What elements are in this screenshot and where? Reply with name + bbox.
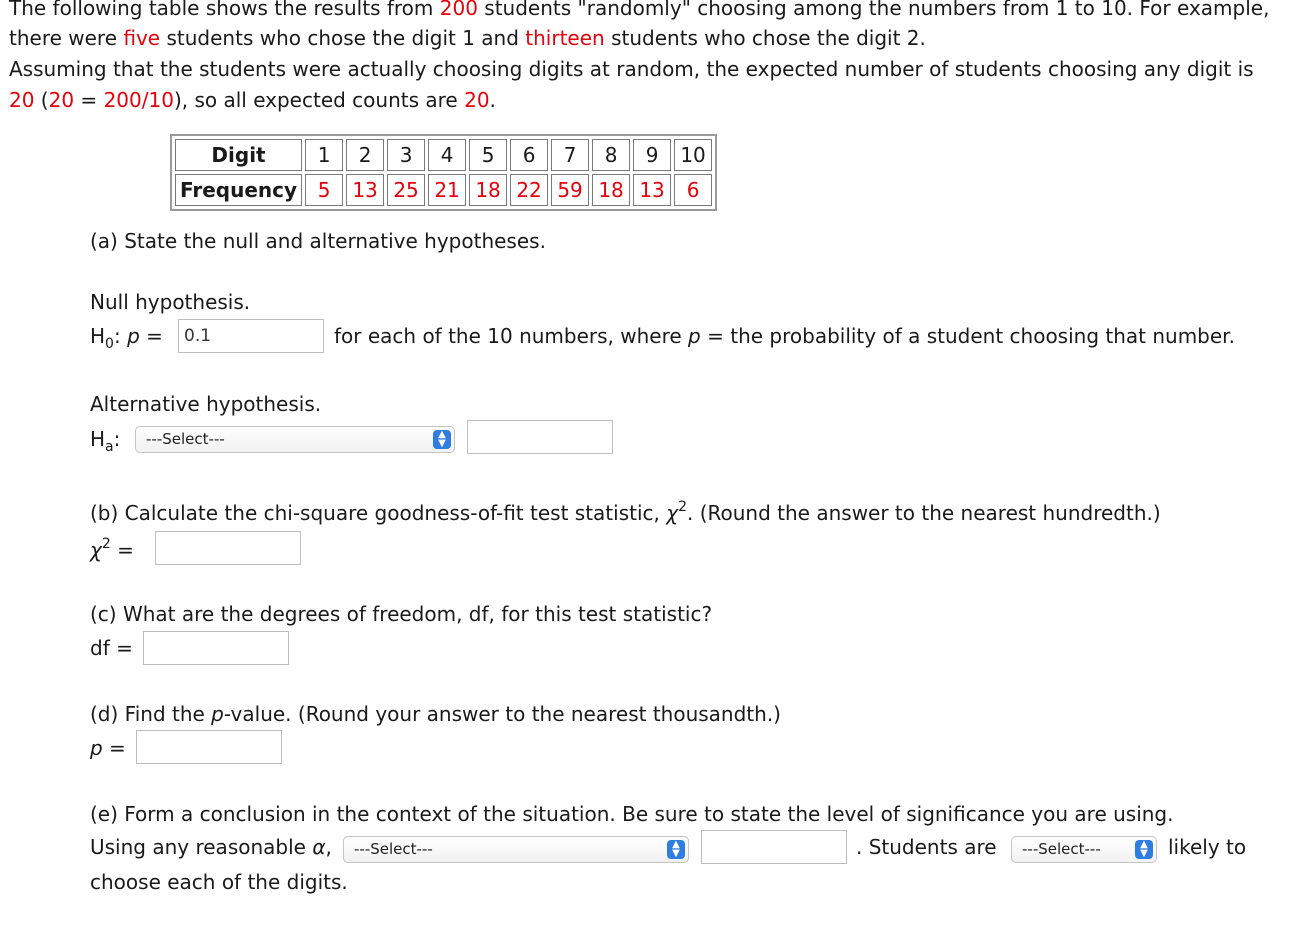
frequency-cell: 18 — [469, 174, 507, 206]
intro-number: 20 — [48, 88, 75, 112]
intro-text: students "randomly" choosing among the numbers from 1 to 10. For example, — [477, 0, 1270, 20]
intro-text: ( — [34, 88, 49, 112]
frequency-cell: 13 — [346, 174, 384, 206]
digit-cell: 3 — [387, 139, 425, 171]
h0-trail-p: p — [688, 324, 701, 348]
p-value-label — [90, 736, 126, 760]
frequency-cell: 25 — [387, 174, 425, 206]
chi-eq: = — [110, 538, 134, 562]
frequency-cell: 21 — [428, 174, 466, 206]
h0-colon: : — [113, 324, 128, 348]
intro-text: students who chose the digit 1 and — [160, 26, 526, 50]
digit-cell: 8 — [592, 139, 630, 171]
p-value-input[interactable] — [136, 730, 282, 764]
p-eq: = — [102, 736, 126, 760]
intro-text: The following table shows the results from — [9, 0, 440, 20]
using-text: Using any reasonable — [90, 835, 313, 859]
ha-sub: a — [105, 439, 114, 455]
digit-cell: 4 — [428, 139, 466, 171]
part-d-p: p — [211, 702, 224, 726]
significance-select-value: ---Select--- — [354, 840, 433, 858]
frequency-cell: 5 — [305, 174, 343, 206]
chi-square-input[interactable] — [155, 531, 301, 565]
alpha-symbol: α — [312, 835, 326, 859]
ha-select[interactable] — [135, 426, 455, 453]
h0-h: H — [90, 324, 106, 348]
h0-label — [90, 324, 163, 352]
frequency-table — [170, 134, 717, 211]
alpha-value-input[interactable] — [701, 830, 847, 864]
h0-trail-text: = the probability of a student choosing that number. — [700, 324, 1235, 348]
alternative-hypothesis-label: Alternative hypothesis. — [90, 392, 322, 416]
significance-select[interactable] — [343, 836, 689, 863]
ha-value-input[interactable] — [467, 420, 613, 454]
part-a-prompt: (a) State the null and alternative hypotheses. — [90, 229, 546, 253]
intro-text: there were — [9, 26, 124, 50]
part-b-text: (b) Calculate the chi-square goodness-of-fit test statistic, — [90, 501, 667, 525]
chi-square-label — [90, 536, 134, 562]
ha-h: H — [90, 427, 106, 451]
intro-line-2 — [9, 26, 926, 50]
chevron-up-down-icon: ▲ ▼ — [1135, 840, 1153, 859]
part-c-prompt: (c) What are the degrees of freedom, df, for this test statistic? — [90, 602, 713, 626]
digit-cell: 5 — [469, 139, 507, 171]
digit-cell: 10 — [674, 139, 712, 171]
part-d-text: (d) Find the — [90, 702, 212, 726]
h0-p: p — [127, 324, 140, 348]
chevron-up-down-icon: ▲ ▼ — [433, 430, 451, 449]
intro-number: 200 — [439, 0, 478, 20]
digit-row — [175, 139, 712, 171]
chi-symbol: χ — [90, 538, 102, 562]
df-label: df = — [90, 636, 133, 660]
intro-number: 20 — [9, 88, 35, 112]
using-text: , — [325, 835, 332, 859]
h0-eq: = — [139, 324, 163, 348]
digit-cell: 7 — [551, 139, 589, 171]
intro-number: thirteen — [525, 26, 605, 50]
digit-cell: 1 — [305, 139, 343, 171]
ha-label — [90, 427, 120, 455]
intro-text: . — [489, 88, 496, 112]
ha-colon: : — [113, 427, 121, 451]
frequency-cell: 13 — [633, 174, 671, 206]
intro-text: students who chose the digit 2. — [604, 26, 926, 50]
part-d-text: -value. (Round your answer to the nearest thousandth.) — [223, 702, 781, 726]
digit-cell: 9 — [633, 139, 671, 171]
likelihood-select-value: ---Select--- — [1022, 840, 1101, 858]
ha-select-value: ---Select--- — [146, 430, 225, 448]
intro-number: 200/10 — [103, 88, 174, 112]
digit-cell: 6 — [510, 139, 548, 171]
chi-symbol: χ — [666, 501, 679, 525]
intro-text: = — [74, 88, 104, 112]
frequency-cell: 6 — [674, 174, 712, 206]
chi-sup: 2 — [101, 536, 111, 552]
intro-text: ), so all expected counts are — [173, 88, 465, 112]
h0-sub: 0 — [105, 336, 114, 352]
intro-number: 20 — [464, 88, 490, 112]
frequency-row — [175, 174, 712, 206]
intro-line-3: Assuming that the students were actually choosing digits at random, the expected number of students choosing any digit is — [9, 57, 1254, 81]
p-symbol: p — [90, 736, 103, 760]
df-input[interactable] — [143, 631, 289, 665]
intro-line-4 — [9, 88, 496, 112]
h0-trailing-text — [334, 324, 1235, 348]
chevron-up-down-icon: ▲ ▼ — [667, 840, 685, 859]
frequency-cell: 59 — [551, 174, 589, 206]
likely-to-label: likely to — [1168, 835, 1247, 859]
null-hypothesis-label: Null hypothesis. — [90, 290, 251, 314]
part-e-prompt: (e) Form a conclusion in the context of the situation. Be sure to state the level of significance you are using. — [90, 802, 1174, 826]
part-b-prompt — [90, 499, 1161, 525]
likelihood-select[interactable] — [1011, 836, 1157, 863]
frequency-header: Frequency — [175, 174, 302, 206]
part-d-prompt — [90, 702, 781, 726]
h0-value-input[interactable] — [178, 319, 324, 353]
h0-trail-text: for each of the 10 numbers, where — [334, 324, 689, 348]
digit-header: Digit — [175, 139, 302, 171]
frequency-cell: 22 — [510, 174, 548, 206]
digit-cell: 2 — [346, 139, 384, 171]
chi-sup: 2 — [678, 499, 687, 515]
using-alpha-label — [90, 835, 332, 859]
frequency-cell: 18 — [592, 174, 630, 206]
conclusion-last-line: choose each of the digits. — [90, 870, 348, 894]
students-are-label: . Students are — [856, 835, 997, 859]
intro-line-1 — [9, 0, 1269, 20]
part-b-text: . (Round the answer to the nearest hundredth.) — [687, 501, 1161, 525]
intro-number: five — [123, 26, 161, 50]
